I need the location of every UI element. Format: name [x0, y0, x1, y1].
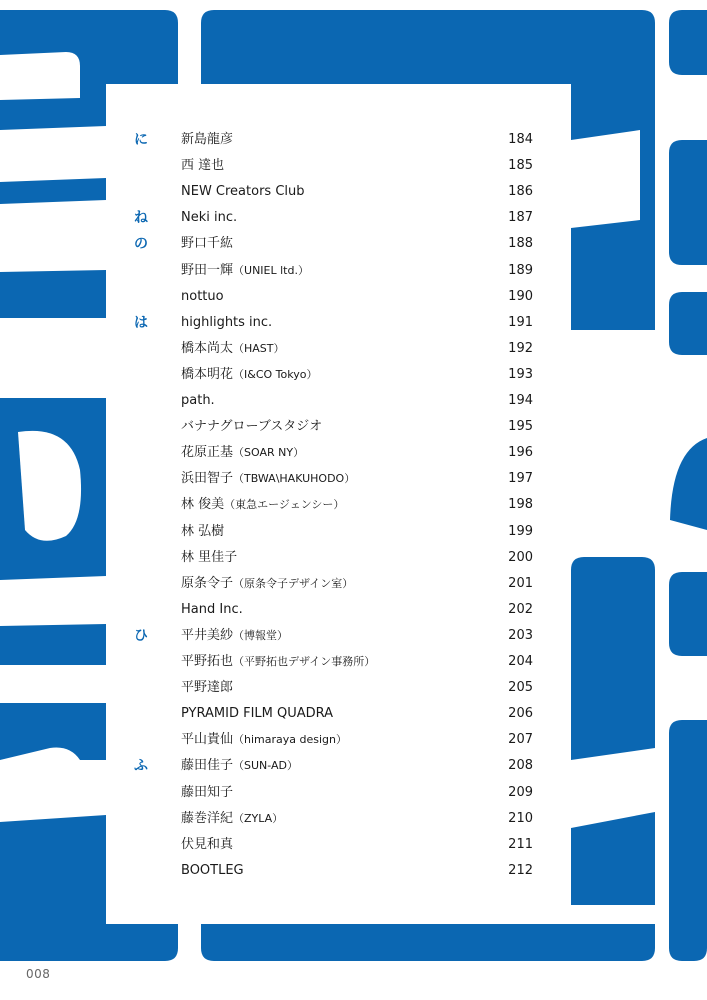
entry-name-text: 平井美紗 — [181, 627, 234, 643]
entry-name-text: 林 弘樹 — [181, 523, 225, 539]
index-entry — [106, 649, 571, 675]
entry-name-text: 浜田智子 — [181, 471, 234, 487]
entry-page-number: 187 — [508, 210, 533, 226]
entry-page-number: 191 — [508, 314, 533, 330]
index-entry — [106, 153, 571, 179]
index-entry — [106, 310, 571, 336]
entry-name-text: 林 里佳子 — [181, 549, 238, 565]
entry-name-text: 藤田佳子 — [181, 758, 234, 774]
entry-name — [181, 626, 481, 646]
entry-affiliation: （HAST） — [233, 341, 285, 355]
entry-name — [181, 391, 481, 411]
entry-name — [181, 208, 481, 228]
entry-page-number: 188 — [508, 236, 533, 252]
entry-name — [181, 678, 481, 698]
entry-page-number: 207 — [508, 732, 533, 748]
index-entry — [106, 858, 571, 884]
entry-name — [181, 522, 481, 542]
entry-name — [181, 600, 481, 620]
entry-name-text: 藤巻洋紀 — [181, 810, 234, 826]
entry-page-number: 197 — [508, 471, 533, 487]
entry-name — [181, 861, 481, 881]
index-entry — [106, 806, 571, 832]
entry-name-text: 野田一輝 — [181, 262, 234, 278]
kana-section-marker: ね — [134, 210, 148, 227]
entry-name-text: nottuo — [181, 288, 224, 304]
entry-affiliation: （himaraya design） — [233, 733, 348, 747]
entry-page-number: 189 — [508, 262, 533, 278]
entry-name — [181, 835, 481, 855]
index-entry — [106, 205, 571, 231]
entry-page-number: 208 — [508, 758, 533, 774]
entry-affiliation: （原条令子デザイン室） — [233, 576, 354, 590]
entry-page-number: 184 — [508, 132, 533, 147]
entry-name — [181, 574, 481, 594]
entry-name-text: 西 達也 — [181, 158, 225, 174]
index-entry — [106, 127, 571, 153]
entry-name-text: 伏見和真 — [181, 836, 234, 852]
entry-page-number: 193 — [508, 366, 533, 382]
entry-affiliation: （ZYLA） — [233, 811, 284, 825]
index-entry — [106, 284, 571, 310]
kana-section-marker: に — [134, 132, 148, 148]
entry-affiliation: （SUN-AD） — [233, 759, 299, 773]
index-entry — [106, 623, 571, 649]
entry-name-text: 平野拓也 — [181, 654, 234, 669]
entry-name — [181, 130, 481, 150]
index-panel — [106, 84, 571, 924]
entry-name — [181, 756, 481, 776]
page-folio: 008 — [26, 967, 51, 981]
entry-page-number: 201 — [508, 575, 533, 591]
index-entry — [106, 258, 571, 284]
entry-affiliation: （東急エージェンシー） — [224, 498, 345, 512]
index-entry — [106, 492, 571, 518]
entry-page-number: 185 — [508, 158, 533, 174]
index-entry — [106, 336, 571, 362]
entry-affiliation: （I&CO Tokyo） — [233, 367, 318, 381]
index-entry — [106, 466, 571, 492]
entry-page-number: 210 — [508, 810, 533, 826]
index-entry — [106, 388, 571, 414]
kana-section-marker: の — [134, 236, 148, 253]
entry-name-text: 林 俊美 — [181, 497, 225, 513]
entry-page-number: 205 — [508, 680, 533, 696]
kana-section-marker: ふ — [134, 758, 148, 775]
index-entry — [106, 414, 571, 440]
index-entry — [106, 597, 571, 623]
entry-name — [181, 469, 481, 489]
index-entry — [106, 440, 571, 466]
entry-page-number: 212 — [508, 862, 533, 878]
entry-name — [181, 704, 481, 724]
entry-page-number: 195 — [508, 419, 533, 435]
entry-name-text: 新島龍彦 — [181, 132, 234, 147]
entry-name — [181, 234, 481, 254]
index-entry — [106, 675, 571, 701]
entry-name-text: バナナグローブスタジオ — [181, 419, 323, 435]
index-entry — [106, 832, 571, 858]
entry-name — [181, 182, 481, 202]
entry-page-number: 190 — [508, 288, 533, 304]
entry-affiliation: （SOAR NY） — [233, 446, 305, 460]
kana-section-marker: は — [134, 314, 148, 331]
entry-name — [181, 261, 481, 281]
entry-name-text: 平野達郎 — [181, 680, 234, 696]
entry-name-text: 平山貴仙 — [181, 732, 234, 748]
entry-name — [181, 548, 481, 568]
entry-page-number: 211 — [508, 836, 533, 852]
entry-name — [181, 339, 481, 359]
index-entry — [106, 362, 571, 388]
entry-name-text: BOOTLEG — [181, 862, 244, 878]
entry-page-number: 194 — [508, 393, 533, 408]
entry-page-number: 204 — [508, 654, 533, 669]
entry-name-text: 原条令子 — [181, 575, 234, 591]
entry-name — [181, 365, 481, 385]
entry-name — [181, 652, 481, 672]
entry-name-text: 橋本明花 — [181, 366, 234, 382]
index-entry — [106, 519, 571, 545]
index-entry — [106, 571, 571, 597]
entry-name — [181, 730, 481, 750]
index-entry — [106, 231, 571, 257]
entry-name-text: NEW Creators Club — [181, 184, 305, 200]
entry-name — [181, 313, 481, 333]
entry-page-number: 198 — [508, 497, 533, 513]
entry-name-text: 橋本尚太 — [181, 340, 234, 356]
entry-page-number: 199 — [508, 523, 533, 539]
entry-page-number: 202 — [508, 601, 533, 617]
entry-affiliation: （TBWA\HAKUHODO） — [233, 472, 356, 486]
entry-page-number: 206 — [508, 706, 533, 722]
entry-page-number: 203 — [508, 627, 533, 643]
index-entry — [106, 753, 571, 779]
entry-name-text: PYRAMID FILM QUADRA — [181, 706, 334, 722]
index-entry — [106, 545, 571, 571]
entry-name-text: Neki inc. — [181, 210, 238, 226]
entry-name-text: 野口千紘 — [181, 236, 234, 252]
entry-name — [181, 156, 481, 176]
entry-page-number: 200 — [508, 549, 533, 565]
entry-affiliation: （博報堂） — [233, 628, 289, 642]
entry-name-text: Hand Inc. — [181, 601, 243, 617]
entry-name — [181, 417, 481, 437]
entry-affiliation: （平野拓也デザイン事務所） — [233, 655, 376, 668]
index-entry — [106, 727, 571, 753]
entry-name — [181, 443, 481, 463]
entry-name — [181, 287, 481, 307]
entry-page-number: 192 — [508, 340, 533, 356]
index-entry — [106, 701, 571, 727]
index-entry — [106, 179, 571, 205]
entry-page-number: 209 — [508, 784, 533, 800]
entry-page-number: 186 — [508, 184, 533, 200]
entry-name — [181, 809, 481, 829]
entry-name-text: path. — [181, 393, 215, 408]
kana-section-marker: ひ — [134, 627, 148, 644]
entry-name-text: highlights inc. — [181, 314, 273, 330]
entry-name — [181, 495, 481, 515]
entry-affiliation: （UNIEL ltd.） — [233, 263, 309, 277]
entry-name-text: 花原正基 — [181, 445, 234, 461]
entry-name-text: 藤田知子 — [181, 784, 234, 800]
entry-page-number: 196 — [508, 445, 533, 461]
index-entry — [106, 780, 571, 806]
entry-name — [181, 783, 481, 803]
